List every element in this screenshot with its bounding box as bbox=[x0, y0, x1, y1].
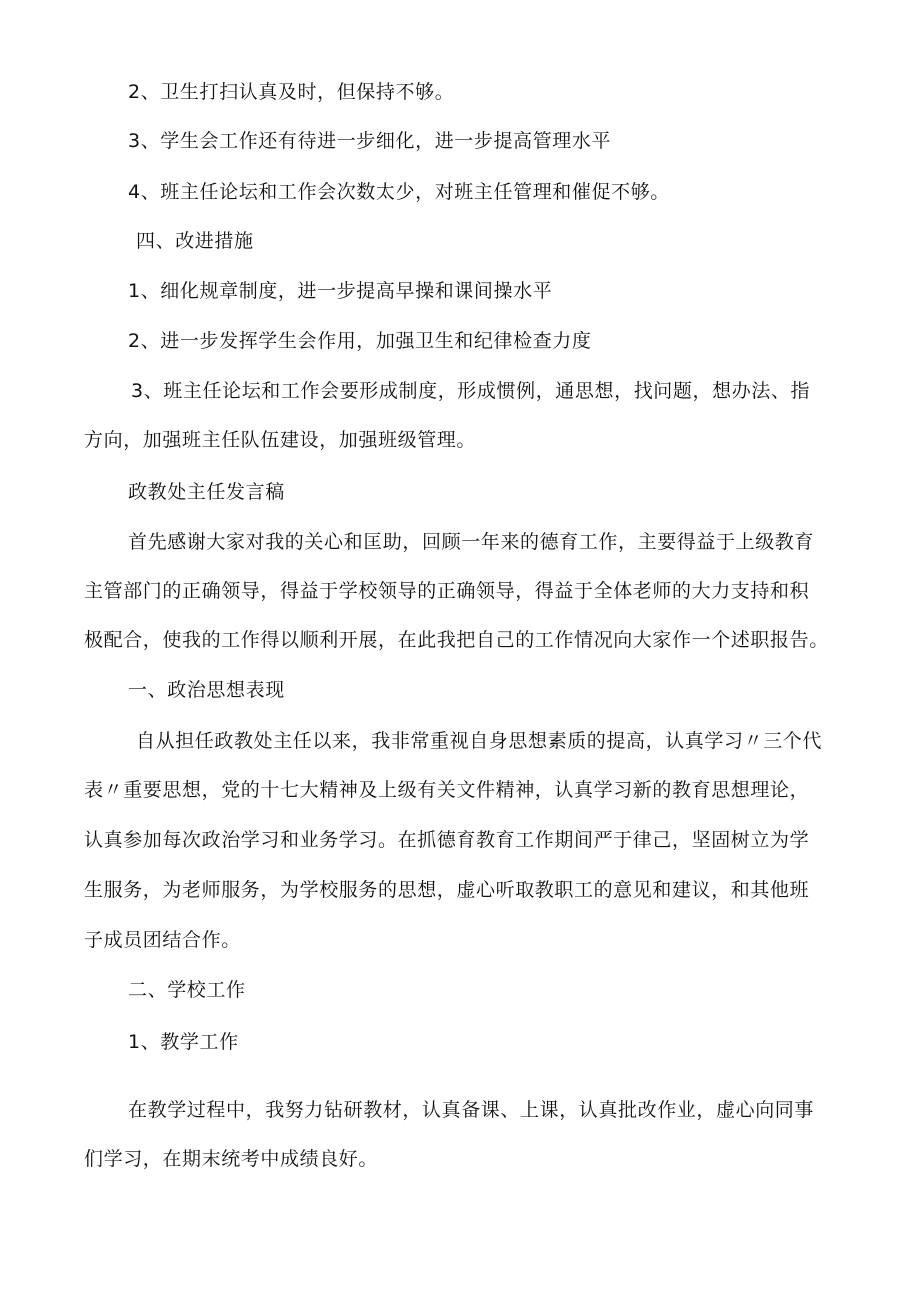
paragraph-political-line-2: 表〃重要思想，党的十七大精神及上级有关文件精神，认真学习新的教育思想理论， bbox=[84, 779, 810, 801]
subsection-heading-teaching: 1、教学工作 bbox=[128, 1031, 239, 1053]
problem-item-4: 4、班主任论坛和工作会次数太少，对班主任管理和催促不够。 bbox=[128, 181, 670, 203]
paragraph-political-line-3: 认真参加每次政治学习和业务学习。在抓德育教育工作期间严于律己，坚固树立为学 bbox=[84, 829, 810, 851]
paragraph-intro-line-3: 极配合，使我的工作得以顺利开展，在此我把自己的工作情况向大家作一个述职报告。 bbox=[84, 629, 829, 651]
paragraph-political-line-5: 子成员团结合作。 bbox=[84, 929, 241, 951]
improvement-item-1: 1、细化规章制度，进一步提高早操和课间操水平 bbox=[128, 280, 553, 302]
section-heading-political: 一、政治思想表现 bbox=[128, 679, 285, 701]
paragraph-intro-line-2: 主管部门的正确领导，得益于学校领导的正确领导，得益于全体老师的大力支持和积 bbox=[84, 580, 810, 602]
section-heading-school-work: 二、学校工作 bbox=[128, 979, 246, 1001]
improvement-item-3: 3、班主任论坛和工作会要形成制度，形成惯例，通思想，找问题，想办法、指 bbox=[131, 380, 811, 402]
paragraph-intro: 首先感谢大家对我的关心和匡助，回顾一年来的德育工作，主要得益于上级教育 bbox=[128, 531, 815, 553]
speech-title: 政教处主任发言稿 bbox=[128, 481, 285, 503]
improvement-item-3-continued: 方向，加强班主任队伍建设，加强班级管理。 bbox=[84, 429, 477, 451]
section-heading-improvements: 四、改进措施 bbox=[136, 230, 254, 252]
paragraph-political-line-4: 生服务，为老师服务，为学校服务的思想，虚心听取教职工的意见和建议，和其他班 bbox=[84, 879, 810, 901]
paragraph-political: 自从担任政教处主任以来，我非常重视自身思想素质的提高，认真学习〃三个代 bbox=[136, 730, 823, 752]
paragraph-teaching-line-2: 们学习，在期末统考中成绩良好。 bbox=[84, 1148, 379, 1170]
paragraph-teaching: 在教学过程中，我努力钻研教材，认真备课、上课，认真批改作业，虚心向同事 bbox=[128, 1099, 815, 1121]
problem-item-3: 3、学生会工作还有待进一步细化，进一步提高管理水平 bbox=[128, 130, 612, 152]
problem-item-2: 2、卫生打扫认真及时，但保持不够。 bbox=[128, 81, 455, 103]
improvement-item-2: 2、进一步发挥学生会作用，加强卫生和纪律检查力度 bbox=[128, 330, 592, 352]
